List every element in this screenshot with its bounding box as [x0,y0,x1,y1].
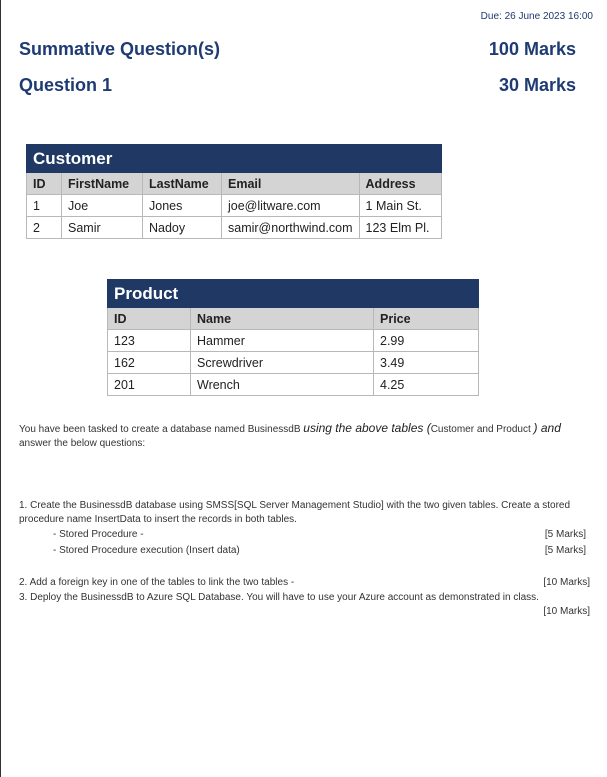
column-header: Email [222,173,360,195]
intro-emphasis-end: ) and [533,421,561,435]
task-1-line-1: 1. Create the BusinessdB database using SMSS[SQL Server Management Studio] with the two given tables. Create a stored [19,500,571,511]
task-3-text: 3. Deploy the BusinessdB to Azure SQL Database. You will have to use your Azure account as demonstrated in class. [19,592,539,603]
column-header: Name [191,308,374,330]
column-header: ID [27,173,62,195]
task-1-sub-1 [19,528,590,542]
task-2-text: 2. Add a foreign key in one of the tables to link the two tables - [19,577,295,588]
column-header: Address [359,173,441,195]
table-cell: Wrench [191,374,374,396]
task-1 [19,499,594,527]
table-row [27,217,442,239]
task-1-sub-2-marks: [5 Marks] [544,545,586,556]
intro-text-2: answer the below questions: [19,438,146,449]
table-cell: 123 [108,330,191,352]
table-row [108,330,479,352]
table-cell: 3.49 [374,352,479,374]
total-marks: 100 Marks [488,39,576,59]
question-marks: 30 Marks [498,75,576,95]
title-row [19,39,579,60]
customer-table-header [27,173,442,195]
intro-paragraph [19,421,594,451]
product-table [107,279,479,396]
task-3 [19,591,594,605]
table-cell: Jones [143,195,222,217]
table-cell: Hammer [191,330,374,352]
table-cell: Samir [62,217,143,239]
task-1-sub-2-text: - Stored Procedure execution (Insert data) [53,545,240,556]
column-header: Price [374,308,479,330]
column-header: LastName [143,173,222,195]
task-1-sub-2 [19,544,590,558]
table-cell: Joe [62,195,143,217]
task-3-marks: [10 Marks] [543,606,590,617]
intro-text: You have been tasked to create a database named BusinessdB [19,424,304,435]
page-border [0,0,1,777]
question-row [19,75,579,96]
task-1-sub-1-marks: [5 Marks] [544,529,586,540]
table-cell: 1 [27,195,62,217]
table-cell: 123 Elm Pl. [359,217,441,239]
table-cell: 2.99 [374,330,479,352]
table-cell: Nadoy [143,217,222,239]
task-1-line-2: procedure name InsertData to insert the records in both tables. [19,514,297,525]
table-cell: 201 [108,374,191,396]
question-title: Question 1 [19,75,113,95]
task-1-sub-1-text: - Stored Procedure - [53,529,144,540]
table-row [108,352,479,374]
customer-table [26,144,442,239]
task-3-marks-row [19,605,590,619]
intro-emphasis: using the above tables ( [303,421,431,435]
customer-table-title: Customer [27,145,442,173]
table-row [27,195,442,217]
table-cell: 4.25 [374,374,479,396]
table-cell: 162 [108,352,191,374]
column-header: FirstName [62,173,143,195]
table-cell: 2 [27,217,62,239]
task-2-marks: [10 Marks] [543,577,590,588]
table-row [108,374,479,396]
table-cell: 1 Main St. [359,195,441,217]
page-title: Summative Question(s) [19,39,221,59]
table-cell: joe@litware.com [222,195,360,217]
column-header: ID [108,308,191,330]
intro-tables: Customer and Product [430,424,534,435]
table-cell: samir@northwind.com [222,217,360,239]
task-2 [19,576,590,590]
table-cell: Screwdriver [191,352,374,374]
due-date: Due: 26 June 2023 16:00 [480,11,593,22]
product-table-title: Product [108,280,479,308]
product-table-header [108,308,479,330]
